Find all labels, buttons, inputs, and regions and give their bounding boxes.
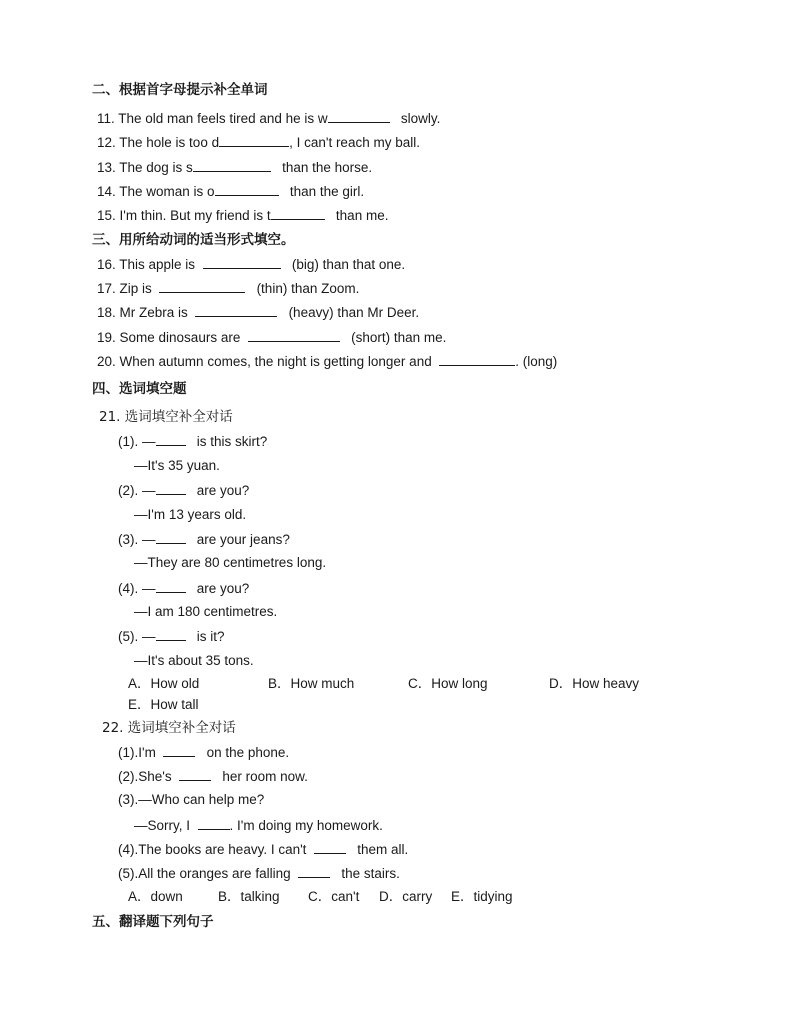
q22-1-text: (1).I'm — [118, 745, 156, 760]
q22-5-text: (4).The books are heavy. I can't — [118, 842, 307, 857]
q15-blank[interactable] — [271, 206, 325, 220]
q22-line-4 — [134, 816, 383, 835]
q17-tail: (thin) than Zoom. — [256, 281, 360, 296]
question-21-title: 21. 选词填空补全对话 — [99, 409, 233, 425]
q20-blank[interactable] — [439, 352, 515, 366]
q22-2-tail: her room now. — [222, 769, 308, 784]
q21-3-blank[interactable] — [156, 530, 186, 544]
q14-tail: than the girl. — [289, 184, 365, 199]
q21-1-number: (1). — — [118, 434, 156, 449]
q16-tail: (big) than that one. — [291, 257, 406, 272]
q11-blank[interactable] — [328, 109, 390, 123]
q22-line-3: (3).—Who can help me? — [118, 792, 265, 807]
q22-line-5 — [118, 840, 408, 859]
q22-4-text: —Sorry, I — [134, 818, 191, 833]
question-22-title: 22. 选词填空补全对话 — [102, 720, 236, 736]
q21-1-question: is this skirt? — [196, 434, 268, 449]
question-18 — [97, 303, 419, 322]
q20-tail: . (long) — [515, 354, 558, 369]
q15-text: 15. I'm thin. But my friend is t — [97, 208, 271, 223]
q21-item-3 — [118, 530, 290, 549]
q19-text: 19. Some dinosaurs are — [97, 330, 241, 345]
q22-6-text: (5).All the oranges are falling — [118, 866, 291, 881]
section-2-heading: 二、根据首字母提示补全单词 — [92, 82, 268, 98]
question-15 — [97, 206, 388, 225]
q11-text: 11. The old man feels tired and he is w — [97, 111, 328, 126]
q12-text: 12. The hole is too d — [97, 135, 220, 150]
q21-option-e: E．How tall — [128, 697, 199, 712]
section-4-heading: 四、选词填空题 — [92, 381, 187, 397]
q13-text: 13. The dog is s — [97, 160, 193, 175]
question-11 — [97, 109, 440, 128]
section-5-heading: 五、翻译题下列句子 — [92, 914, 214, 930]
q20-text: 20. When autumn comes, the night is getting longer and — [97, 354, 432, 369]
q21-3-number: (3). — — [118, 532, 156, 547]
q12-blank[interactable] — [219, 133, 289, 147]
q19-tail: (short) than me. — [351, 330, 447, 345]
q21-4-reply: —I am 180 centimetres. — [134, 604, 278, 619]
q15-tail: than me. — [335, 208, 389, 223]
q21-2-blank[interactable] — [156, 481, 186, 495]
q18-tail: (heavy) than Mr Deer. — [288, 305, 420, 320]
q22-4-blank[interactable] — [198, 816, 230, 830]
q21-2-number: (2). — — [118, 483, 156, 498]
q13-blank[interactable] — [193, 158, 271, 172]
q21-5-reply: —It's about 35 tons. — [134, 653, 254, 668]
q22-line-1 — [118, 743, 289, 762]
q21-1-reply: —It's 35 yuan. — [134, 458, 220, 473]
question-16 — [97, 255, 405, 274]
q13-tail: than the horse. — [282, 160, 373, 175]
q17-text: 17. Zip is — [97, 281, 152, 296]
q19-blank[interactable] — [248, 328, 340, 342]
q21-2-reply: —I'm 13 years old. — [134, 507, 247, 522]
q12-tail: , I can't reach my ball. — [289, 135, 420, 150]
q21-2-question: are you? — [196, 483, 250, 498]
q21-item-2 — [118, 481, 249, 500]
question-17 — [97, 279, 359, 298]
q21-option-c: C．How long — [408, 676, 488, 691]
q22-line-2 — [118, 767, 308, 786]
question-13 — [97, 158, 372, 177]
q22-4-tail: . I'm doing my homework. — [229, 818, 383, 833]
q22-6-tail: the stairs. — [341, 866, 400, 881]
q22-option-e: E．tidying — [451, 889, 513, 904]
q14-blank[interactable] — [215, 182, 279, 196]
q21-3-question: are your jeans? — [196, 532, 290, 547]
q22-option-a: A．down — [128, 889, 183, 904]
q22-option-d: D．carry — [379, 889, 433, 904]
q21-option-b: B．How much — [268, 676, 355, 691]
question-20 — [97, 352, 557, 371]
q21-4-question: are you? — [196, 581, 250, 596]
q22-1-blank[interactable] — [163, 743, 195, 757]
q22-option-b: B．talking — [218, 889, 280, 904]
q21-item-1 — [118, 432, 267, 451]
q21-4-number: (4). — — [118, 581, 156, 596]
q16-text: 16. This apple is — [97, 257, 196, 272]
q18-text: 18. Mr Zebra is — [97, 305, 188, 320]
q21-3-reply: —They are 80 centimetres long. — [134, 555, 327, 570]
q22-5-blank[interactable] — [314, 840, 346, 854]
question-14 — [97, 182, 364, 201]
q17-blank[interactable] — [159, 279, 245, 293]
q22-5-tail: them all. — [357, 842, 409, 857]
q16-blank[interactable] — [203, 255, 281, 269]
q22-line-6 — [118, 864, 400, 883]
q22-6-blank[interactable] — [298, 864, 330, 878]
q21-5-blank[interactable] — [156, 627, 186, 641]
q21-4-blank[interactable] — [156, 579, 186, 593]
q21-5-number: (5). — — [118, 629, 156, 644]
q18-blank[interactable] — [195, 303, 277, 317]
q21-option-d: D．How heavy — [549, 676, 640, 691]
q21-item-5 — [118, 627, 225, 646]
q21-option-a: A．How old — [128, 676, 200, 691]
q21-item-4 — [118, 579, 249, 598]
q11-tail: slowly. — [400, 111, 441, 126]
q21-1-blank[interactable] — [156, 432, 186, 446]
section-3-heading: 三、用所给动词的适当形式填空。 — [92, 232, 295, 248]
q22-1-tail: on the phone. — [206, 745, 290, 760]
q21-5-question: is it? — [196, 629, 225, 644]
q22-2-blank[interactable] — [179, 767, 211, 781]
q22-2-text: (2).She's — [118, 769, 172, 784]
question-19 — [97, 328, 446, 347]
q14-text: 14. The woman is o — [97, 184, 215, 199]
question-12 — [97, 133, 420, 152]
q22-option-c: C．can't — [308, 889, 360, 904]
